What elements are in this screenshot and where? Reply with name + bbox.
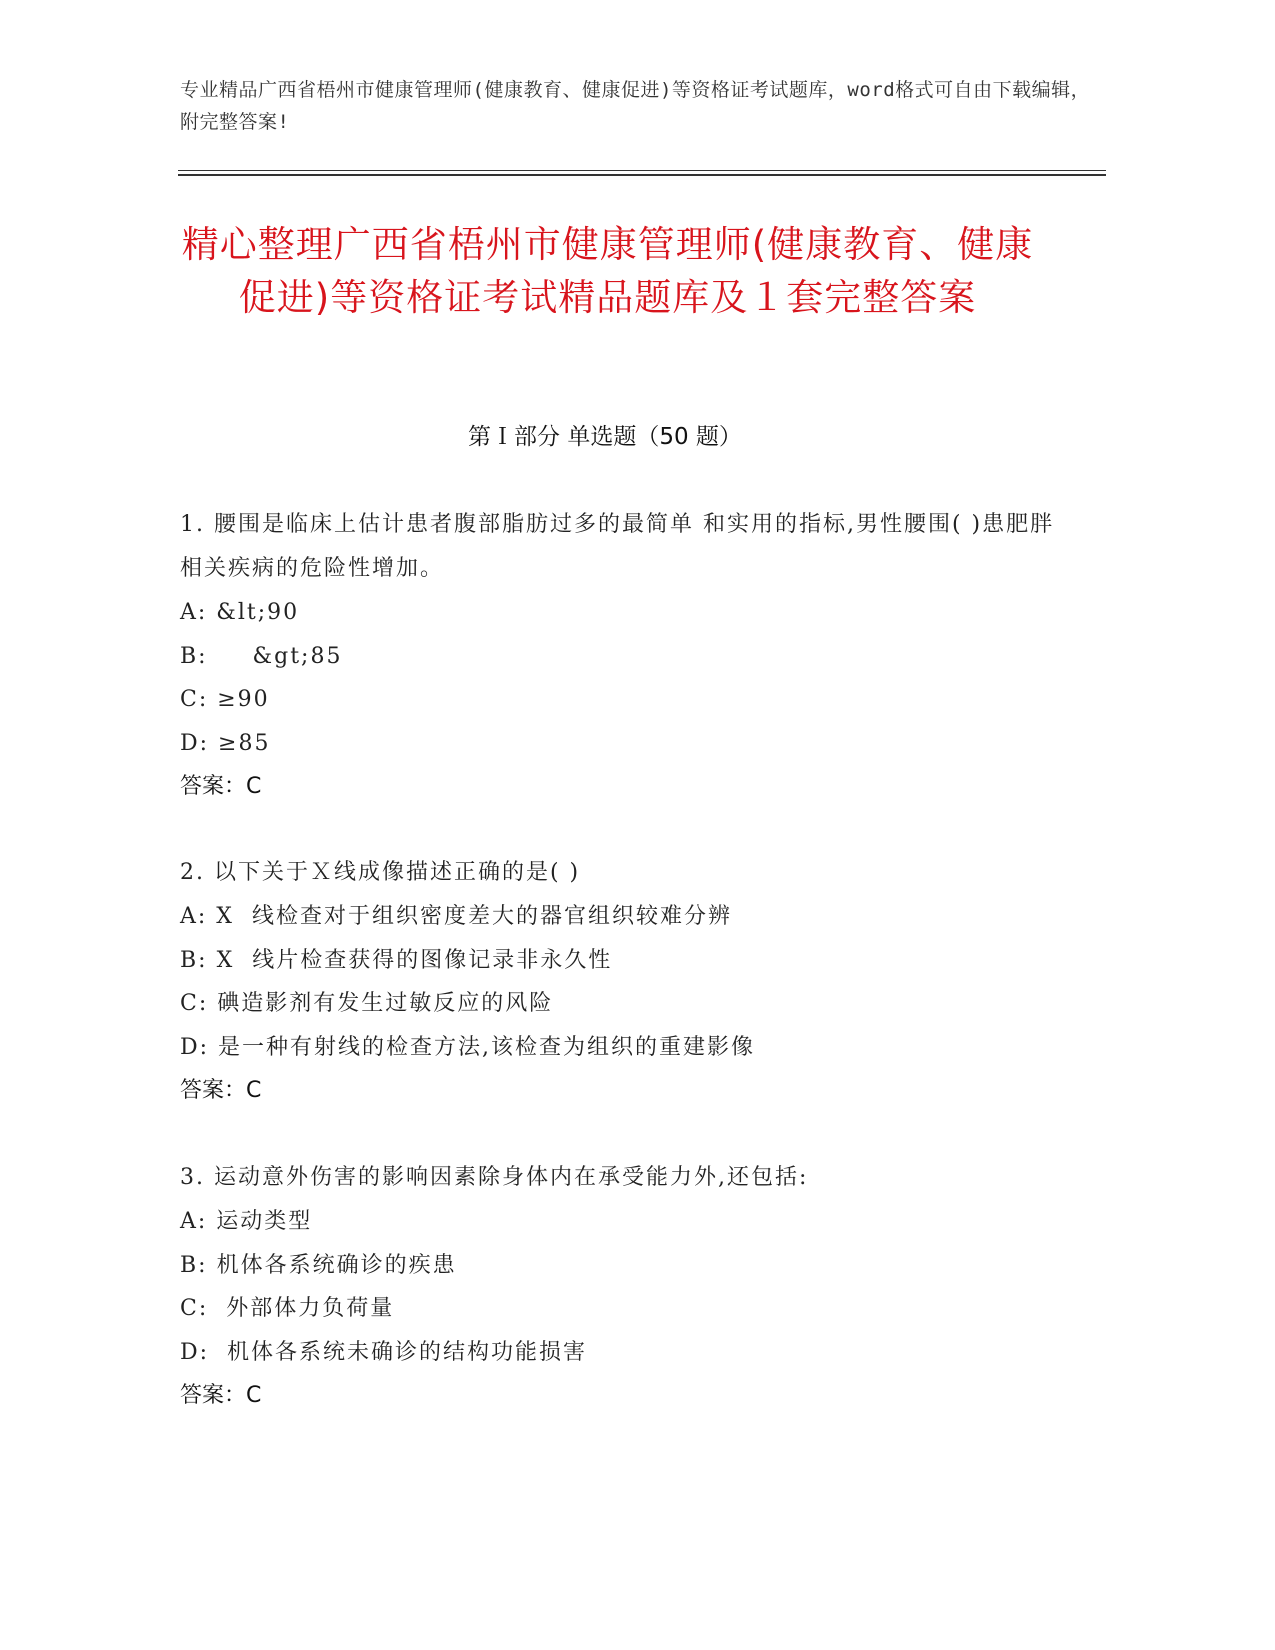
section-title: 第Ｉ部分 单选题（50 题） — [468, 424, 742, 450]
question-stem: 1. 腰围是临床上估计患者腹部脂肪过多的最简单 和实用的指标,男性腰围( )患肥胖相关疾病的危险性增加。 — [180, 512, 1055, 581]
option-d: D: 是一种有射线的检查方法,该检查为组织的重建影像 — [180, 1034, 756, 1060]
option-d: D: 机体各系统未确诊的结构功能损害 — [180, 1339, 588, 1365]
question-stem: 2. 以下关于Ｘ线成像描述正确的是( ) — [180, 860, 581, 885]
question-1 — [180, 503, 1060, 809]
option-a: A: &lt;90 — [180, 600, 300, 625]
option-b: B: &gt;85 — [180, 643, 343, 669]
answer-label: 答案：C — [180, 1383, 262, 1408]
option-c: C: 碘造影剂有发生过敏反应的风险 — [180, 991, 554, 1016]
option-a: A: X 线检查对于组织密度差大的器官组织较难分辨 — [180, 904, 732, 929]
question-3 — [180, 1156, 1060, 1418]
header-divider-thin — [178, 170, 1106, 171]
header-divider-thick — [178, 174, 1106, 176]
question-2 — [180, 851, 1060, 1113]
header-note: 专业精品广西省梧州市健康管理师(健康教育、健康促进)等资格证考试题库，word格式可自由下载编辑，附完整答案! — [180, 79, 1091, 133]
option-b: B: 机体各系统确诊的疾患 — [180, 1252, 457, 1278]
answer-label: 答案：C — [180, 774, 262, 799]
document-title: 精心整理广西省梧州市健康管理师(健康教育、健康促进)等资格证考试精品题库及１套完整答案 — [181, 223, 1034, 319]
option-c: C: ≥90 — [180, 687, 270, 712]
option-c: C: 外部体力负荷量 — [180, 1296, 395, 1321]
option-a: A: 运动类型 — [180, 1209, 313, 1234]
option-b: B: X 线片检查获得的图像记录非永久性 — [180, 947, 613, 973]
answer-label: 答案：C — [180, 1078, 262, 1103]
option-d: D: ≥85 — [180, 730, 271, 756]
question-stem: 3. 运动意外伤害的影响因素除身体内在承受能力外,还包括: — [180, 1165, 809, 1190]
